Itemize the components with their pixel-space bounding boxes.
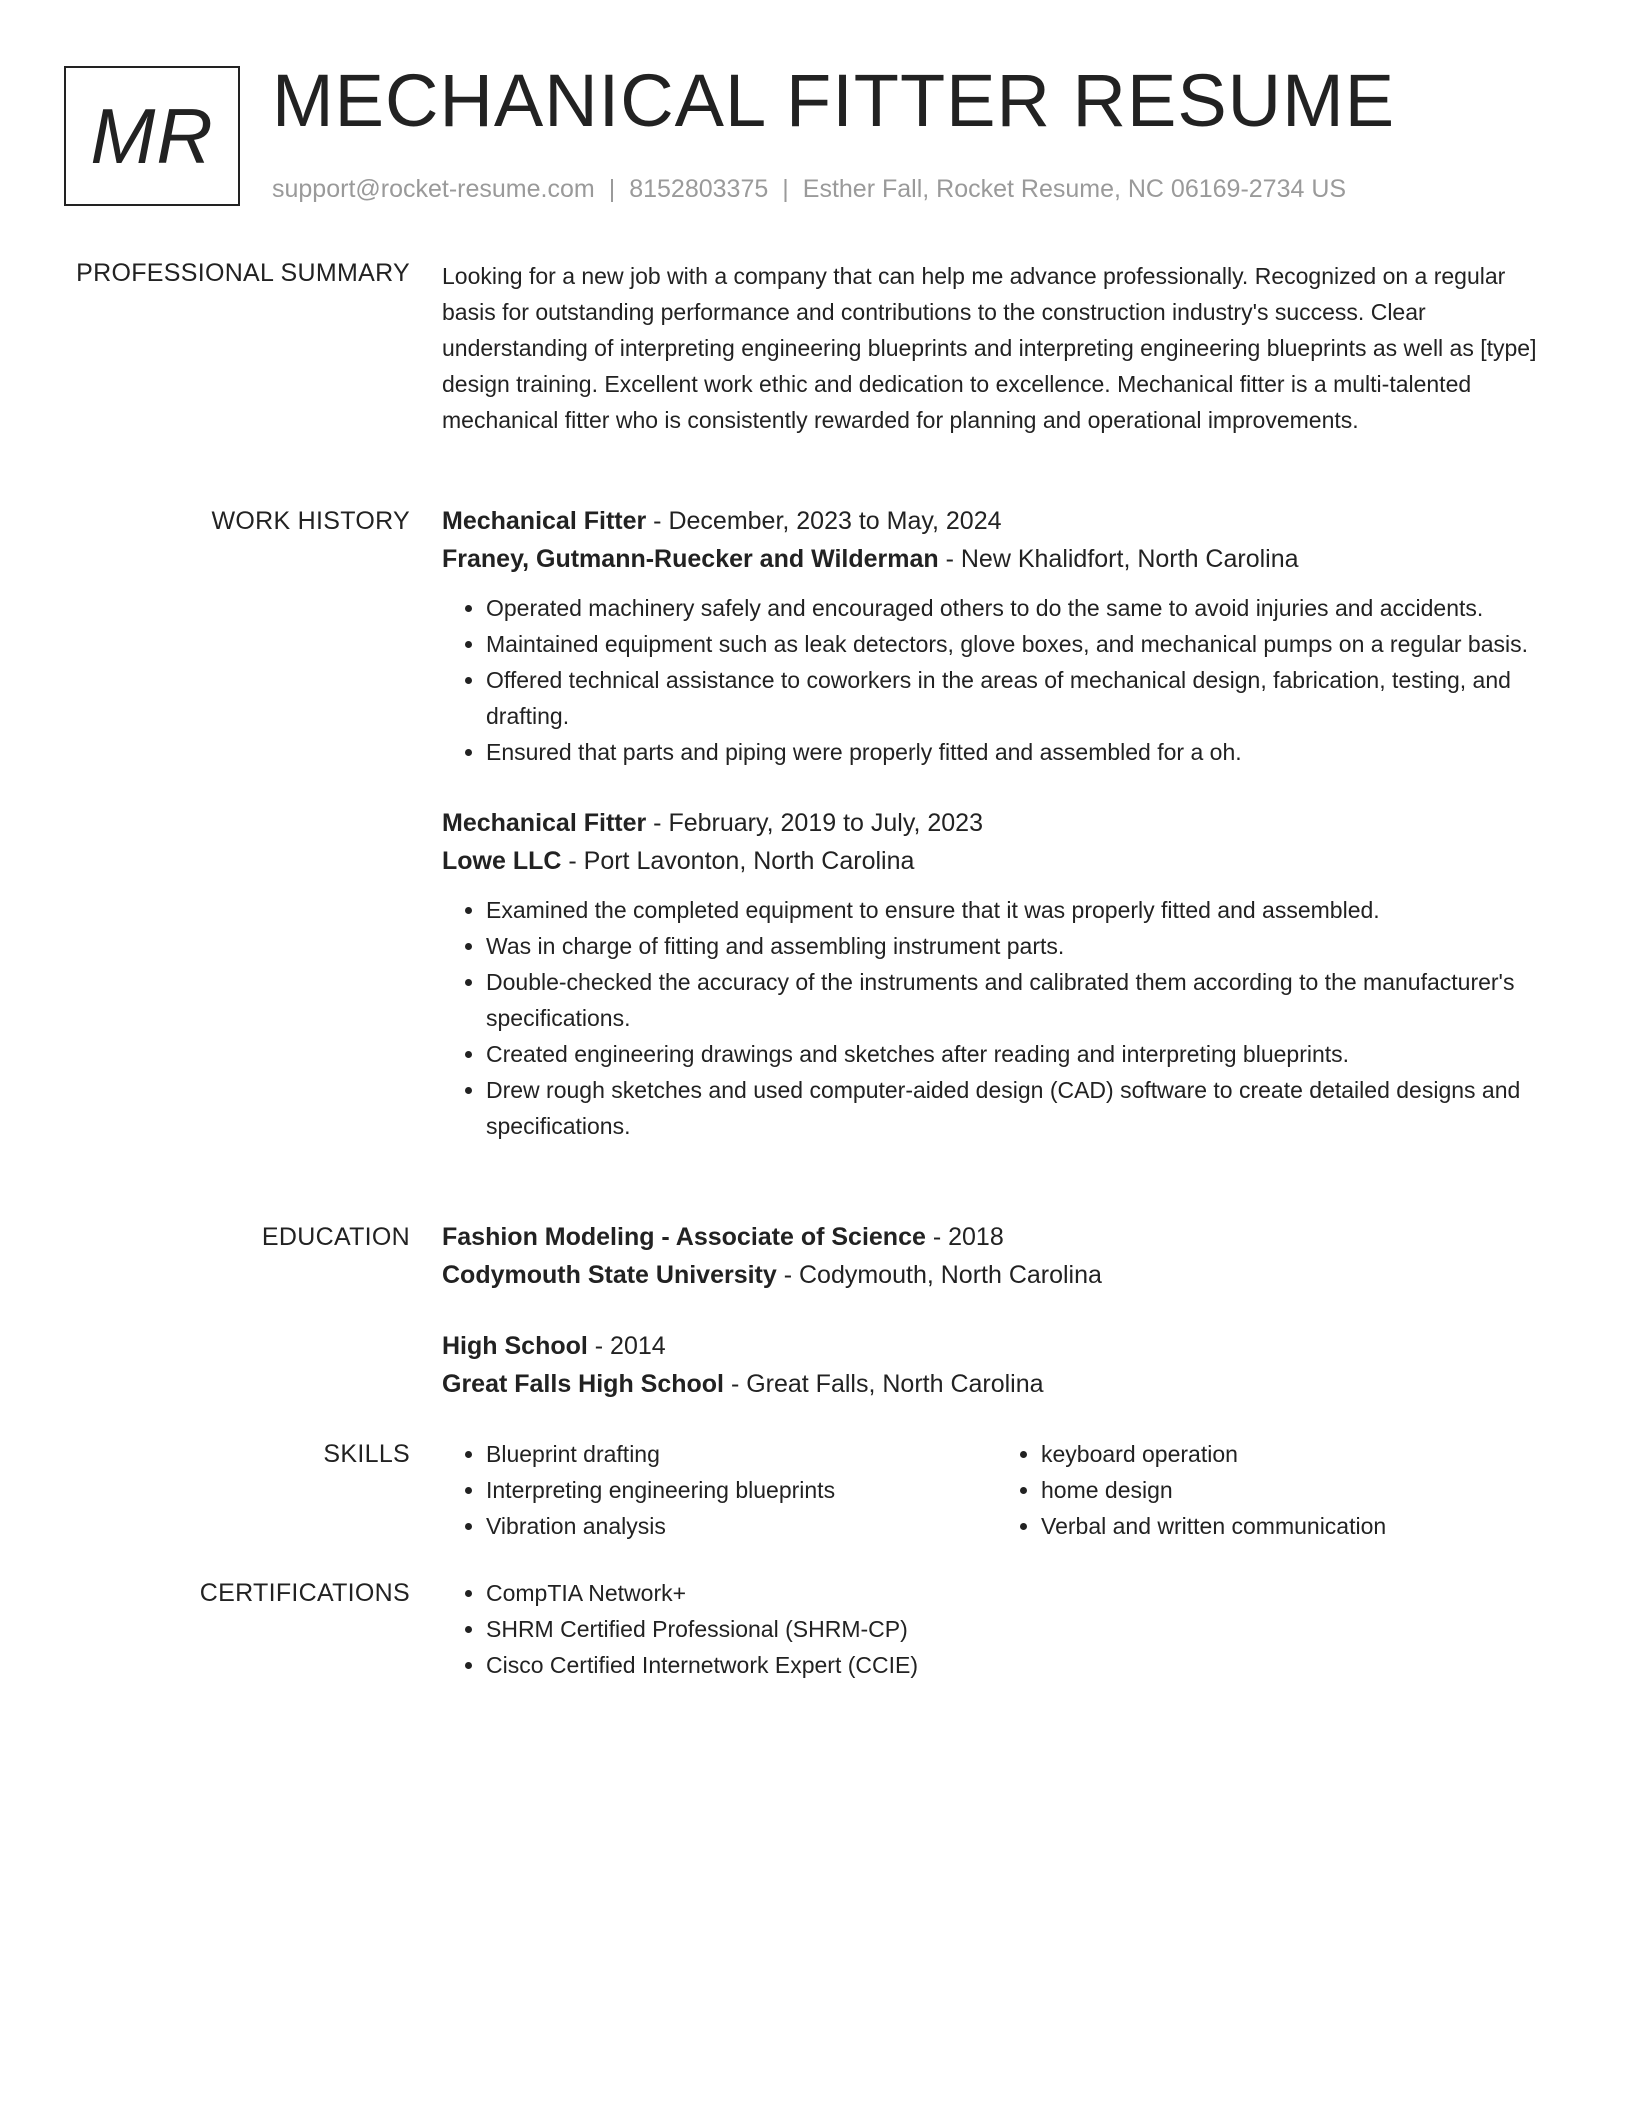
section-title: CERTIFICATIONS [199,1579,410,1607]
job-location: - Port Lavonton, North Carolina [561,847,915,875]
job-bullets [442,892,1552,1144]
list-item: • Offered technical assistance to coworkers in the areas of mechanical design, fabrication, testing, and drafting. [486,662,1552,734]
contact-address: Esther Fall, Rocket Resume, NC 06169-2734 US [802,175,1347,203]
certification-item: • CompTIA Network+ [486,1575,1552,1611]
job-role: Mechanical Fitter [442,809,647,837]
contact-line [272,173,1346,205]
education-body [442,1218,1552,1403]
edu-year: - 2014 [587,1332,666,1360]
list-item: • Created engineering drawings and sketches after reading and interpreting blueprints. [486,1036,1552,1072]
edu-degree-line [442,1218,1552,1256]
education-entry [442,1218,1552,1294]
job-company-line [442,842,1552,880]
job-dates: - December, 2023 to May, 2024 [646,507,1002,535]
education-entry [442,1327,1552,1403]
edu-school: Codymouth State University [442,1261,777,1289]
list-item: • Drew rough sketches and used computer-aided design (CAD) software to create detailed designs and specifications. [486,1072,1552,1144]
edu-location: - Codymouth, North Carolina [776,1261,1102,1289]
skill-item: • Vibration analysis [486,1508,997,1544]
section-title: EDUCATION [261,1223,410,1251]
job-company: Lowe LLC [442,847,562,875]
contact-separator: | [608,175,616,203]
edu-year: - 2018 [925,1223,1004,1251]
certification-item: • SHRM Certified Professional (SHRM-CP) [486,1611,1552,1647]
edu-school-line [442,1365,1552,1403]
edu-school-line [442,1256,1552,1294]
list-item: • Was in charge of fitting and assembling instrument parts. [486,928,1552,964]
skill-item: • keyboard operation [1041,1436,1552,1472]
job-entry [442,804,1552,1144]
list-item: • Examined the completed equipment to ensure that it was properly fitted and assembled. [486,892,1552,928]
certification-item: • Cisco Certified Internetwork Expert (CCIE) [486,1647,1552,1683]
skills-left-list [442,1436,997,1544]
job-company-line [442,540,1552,578]
job-entry [442,502,1552,770]
work-history-body [442,502,1552,1144]
section-title: PROFESSIONAL SUMMARY [76,259,410,287]
job-dates: - February, 2019 to July, 2023 [646,809,983,837]
list-item: • Maintained equipment such as leak detectors, glove boxes, and mechanical pumps on a regular basis. [486,626,1552,662]
skills-body [442,1436,1552,1544]
monogram-initials: MR [90,91,214,180]
skill-item: • Blueprint drafting [486,1436,997,1472]
list-item: • Operated machinery safely and encouraged others to do the same to avoid injuries and accidents. [486,590,1552,626]
job-role-line [442,804,1552,842]
monogram-box [64,66,240,206]
summary-body [442,258,1552,438]
skills-columns [442,1436,1552,1544]
list-item: • Double-checked the accuracy of the instruments and calibrated them according to the manufacturer's specifications. [486,964,1552,1036]
section-title: WORK HISTORY [211,507,410,535]
skills-right-list [997,1436,1552,1544]
job-location: - New Khalidfort, North Carolina [938,545,1299,573]
summary-text: Looking for a new job with a company that can help me advance professionally. Recognized on a regular basis for outstanding performance and contributions to the construction industry's success. Clear understanding of interpreting engineering blueprints and interpreting engineering blueprints as well as [type] design training. Excellent work ethic and dedication to excellence. Mechanical fitter is a multi-talented mechanical fitter who is consistently rewarded for planning and operational improvements. [442,263,1537,433]
job-role: Mechanical Fitter [442,507,647,535]
skill-item: • home design [1041,1472,1552,1508]
resume-title: MECHANICAL FITTER RESUME [272,59,1396,142]
list-item: • Ensured that parts and piping were properly fitted and assembled for a oh. [486,734,1552,770]
skill-item: • Interpreting engineering blueprints [486,1472,997,1508]
contact-phone: 8152803375 [629,175,769,203]
contact-separator: | [782,175,789,203]
edu-degree: Fashion Modeling - Associate of Science [442,1223,926,1251]
edu-school: Great Falls High School [442,1370,724,1398]
contact-email: support@rocket-resume.com [272,175,595,203]
section-title: SKILLS [323,1440,410,1468]
job-company: Franey, Gutmann-Ruecker and Wilderman [442,545,939,573]
skill-item: • Verbal and written communication [1041,1508,1552,1544]
certifications-body [442,1575,1552,1683]
edu-degree-line [442,1327,1552,1365]
job-role-line [442,502,1552,540]
edu-location: - Great Falls, North Carolina [724,1370,1044,1398]
edu-degree: High School [442,1332,588,1360]
job-bullets [442,590,1552,770]
certifications-list [442,1575,1552,1683]
